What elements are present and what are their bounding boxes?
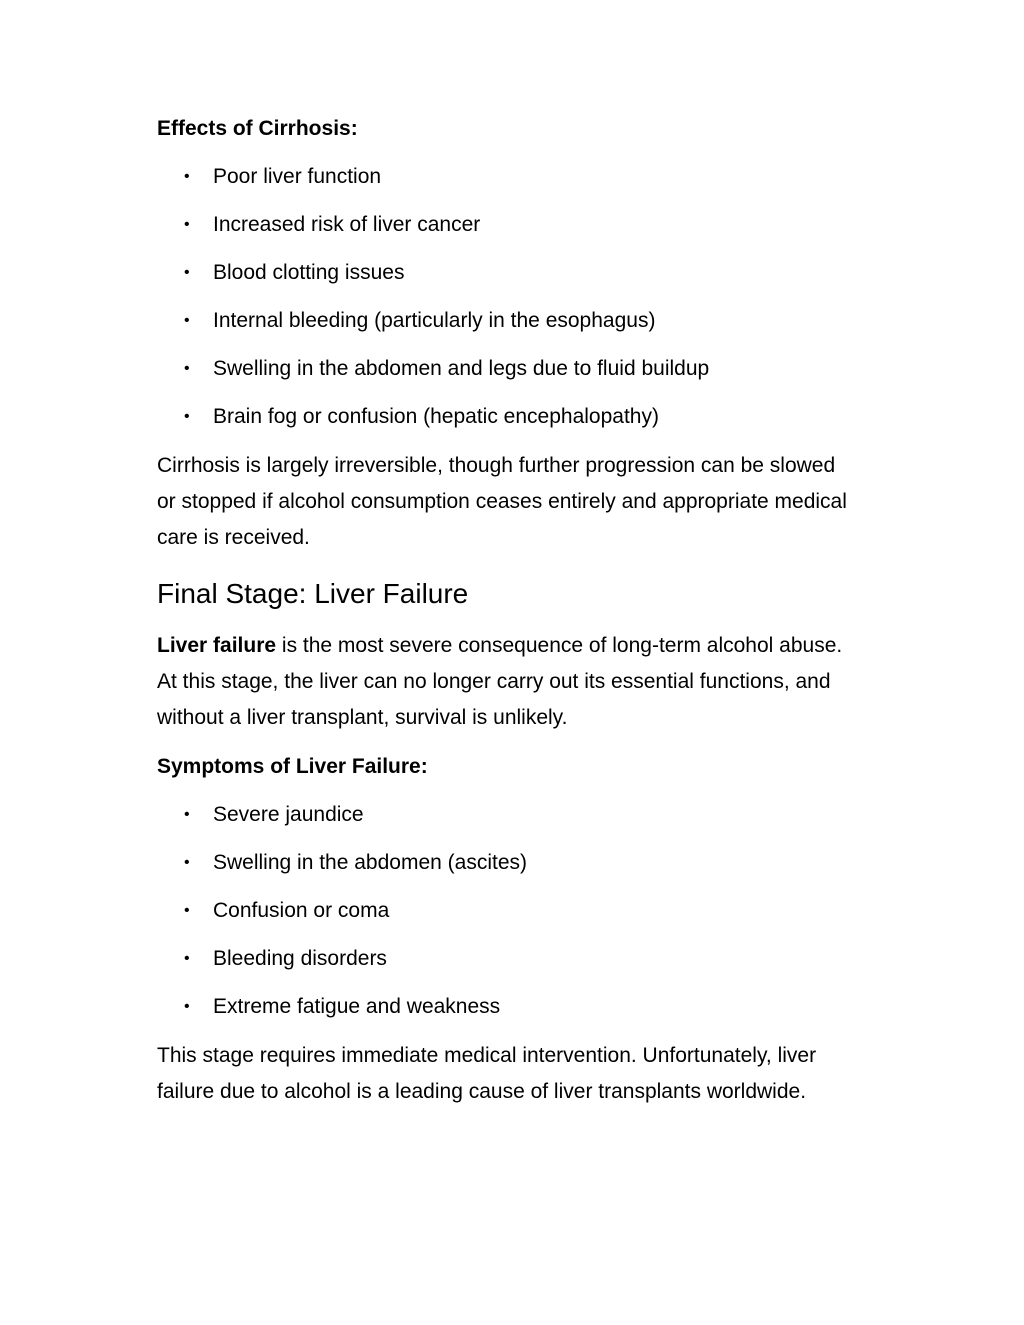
bullet-dot-icon: • — [184, 854, 190, 871]
symptoms-heading: Symptoms of Liver Failure: — [157, 755, 428, 778]
list-item-text: Confusion or coma — [213, 899, 390, 922]
list-item — [157, 400, 857, 434]
bullet-dot-icon: • — [184, 360, 190, 377]
bullet-dot-icon: • — [184, 408, 190, 425]
cirrhosis-paragraph: Cirrhosis is largely irreversible, though further progression can be slowed or stopped if alcohol consumption ceases entirely and appropriate medical care is received. — [157, 454, 847, 549]
bullet-dot-icon: • — [184, 950, 190, 967]
list-item — [157, 352, 857, 386]
list-item — [157, 798, 857, 832]
list-item — [157, 304, 857, 338]
bullet-dot-icon: • — [184, 806, 190, 823]
list-item — [157, 990, 857, 1024]
list-item-text: Poor liver function — [213, 165, 382, 188]
closing-paragraph: This stage requires immediate medical intervention. Unfortunately, liver failure due to alcohol is a leading cause of liver transplants worldwide. — [157, 1044, 817, 1103]
bullet-dot-icon: • — [184, 998, 190, 1015]
intro-text: is the most severe consequence of long-term alcohol abuse. At this stage, the liver can no longer carry out its essential functions, and without a liver transplant, survival is unlikely. — [157, 634, 843, 729]
list-item-text: Extreme fatigue and weakness — [213, 995, 501, 1018]
list-item — [157, 160, 857, 194]
bullet-dot-icon: • — [184, 216, 190, 233]
list-item-text: Swelling in the abdomen and legs due to fluid buildup — [213, 357, 710, 380]
list-item-text: Brain fog or confusion (hepatic encephalopathy) — [213, 405, 659, 428]
list-item-text: Swelling in the abdomen (ascites) — [213, 851, 527, 874]
section-title: Final Stage: Liver Failure — [157, 578, 469, 609]
list-item-text: Severe jaundice — [213, 803, 364, 826]
list-item — [157, 846, 857, 880]
list-item-text: Blood clotting issues — [213, 261, 405, 284]
list-item — [157, 894, 857, 928]
list-item-text: Internal bleeding (particularly in the esophagus) — [213, 309, 656, 332]
list-item-text: Bleeding disorders — [213, 947, 387, 970]
document-page — [157, 112, 857, 1124]
list-item — [157, 208, 857, 242]
bullet-dot-icon: • — [184, 902, 190, 919]
effects-list — [157, 160, 857, 434]
effects-heading: Effects of Cirrhosis: — [157, 117, 358, 140]
intro-bold-term: Liver failure — [157, 634, 277, 657]
symptoms-list — [157, 798, 857, 1024]
liver-failure-intro — [157, 628, 857, 736]
list-item — [157, 942, 857, 976]
bullet-dot-icon: • — [184, 264, 190, 281]
list-item-text: Increased risk of liver cancer — [213, 213, 481, 236]
bullet-dot-icon: • — [184, 168, 190, 185]
bullet-dot-icon: • — [184, 312, 190, 329]
list-item — [157, 256, 857, 290]
